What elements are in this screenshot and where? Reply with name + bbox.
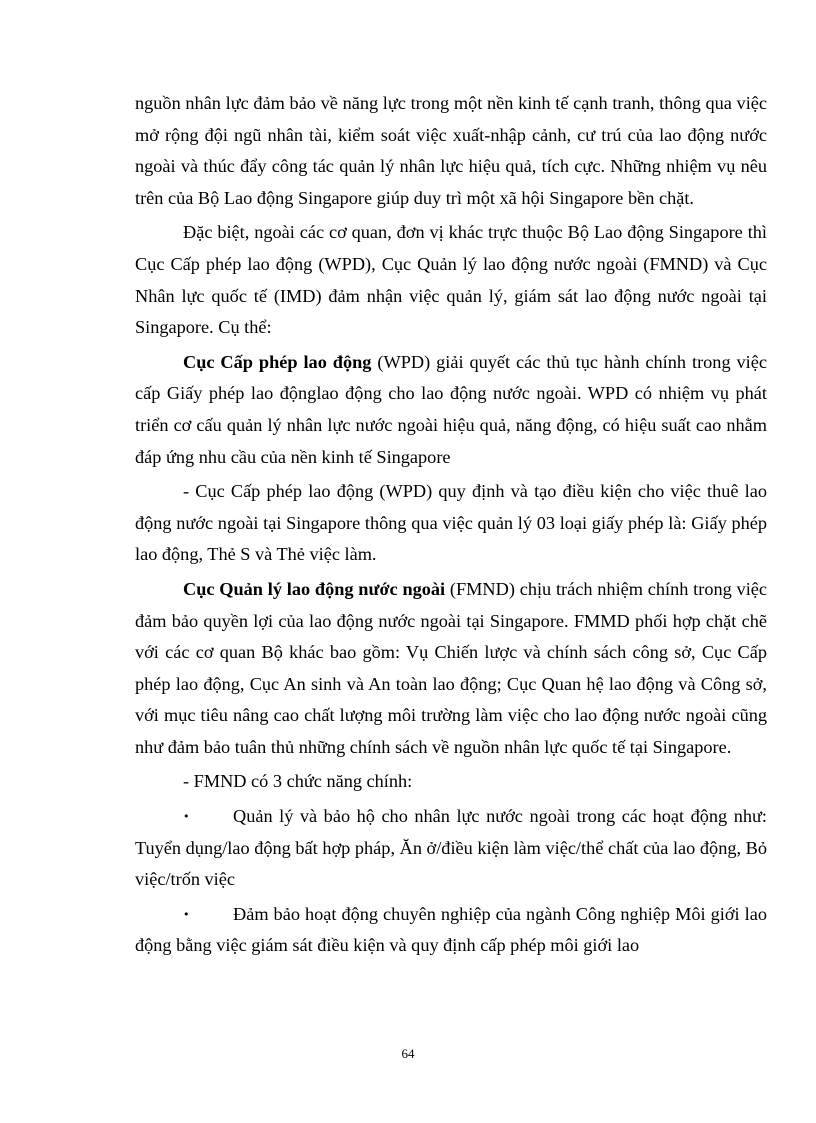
bullet-text-1: Quản lý và bảo hộ cho nhân lực nước ngoài trong các hoạt động như: Tuyển dụng/lao động bất hợp pháp, Ăn ở/điều kiện làm việc/thể chất của lao động, Bỏ việc/trốn việc — [135, 806, 767, 890]
paragraph-wpd — [135, 347, 767, 473]
paragraph-fmnd-functions: - FMND có 3 chức năng chính: — [183, 771, 413, 792]
page-number: 64 — [401, 1046, 415, 1061]
fmnd-description: (FMND) chịu trách nhiệm chính trong việc đảm bảo quyền lợi của lao động nước ngoài tại Singapore. FMMD phối hợp chặt chẽ với các cơ quan Bộ khác bao gồm: Vụ Chiến lược và chính sách công sở, Cục Cấp phép lao động, Cục An sinh và An toàn lao động; Cục Quan hệ lao động và Công sở, với mục tiêu nâng cao chất lượng môi trường làm việc cho lao động nước ngoài cũng như đảm bảo tuân thủ những chính sách về nguồn nhân lực quốc tế tại Singapore. — [135, 578, 767, 757]
wpd-description: (WPD) giải quyết các thủ tục hành chính trong việc cấp Giấy phép lao độnglao động cho lao động nước ngoài. WPD có nhiệm vụ phát triển cơ cấu quản lý nhân lực nước ngoài hiệu quả, năng động, có hiệu suất cao nhằm đáp ứng nhu cầu của nền kinh tế Singapore — [135, 351, 767, 467]
paragraph-1: nguồn nhân lực đảm bảo về năng lực trong một nền kinh tế cạnh tranh, thông qua việc mở rộng đội ngũ nhân tài, kiểm soát việc xuất-nhập cảnh, cư trú của lao động nước ngoài và thúc đẩy công tác quản lý nhân lực hiệu quả, tích cực. Những nhiệm vụ nêu trên của Bộ Lao động Singapore giúp duy trì một xã hội Singapore bền chặt. — [135, 93, 767, 208]
bullet-item-1 — [135, 801, 767, 896]
bullet-dot-icon — [135, 801, 233, 833]
paragraph-wpd-detail: - Cục Cấp phép lao động (WPD) quy định và tạo điều kiện cho việc thuê lao động nước ngoài tại Singapore thông qua việc quản lý 03 loại giấy phép là: Giấy phép lao động, Thẻ S và Thẻ việc làm. — [135, 481, 767, 565]
fmnd-heading: Cục Quản lý lao động nước ngoài — [183, 578, 446, 599]
bullet-dot-icon — [135, 899, 233, 931]
paragraph-2: Đặc biệt, ngoài các cơ quan, đơn vị khác trực thuộc Bộ Lao động Singapore thì Cục Cấp phép lao động (WPD), Cục Quản lý lao động nước ngoài (FMND) và Cục Nhân lực quốc tế (IMD) đảm nhận việc quản lý, giám sát lao động nước ngoài tại Singapore. Cụ thể: — [135, 222, 767, 338]
wpd-heading: Cục Cấp phép lao động — [183, 351, 372, 372]
bullet-text-2: Đảm bảo hoạt động chuyên nghiệp của ngành Công nghiệp Môi giới lao động bằng việc giám sát điều kiện và quy định cấp phép môi giới lao — [135, 903, 767, 956]
page-content — [135, 88, 767, 962]
paragraph-fmnd — [135, 574, 767, 764]
bullet-item-2 — [135, 899, 767, 962]
